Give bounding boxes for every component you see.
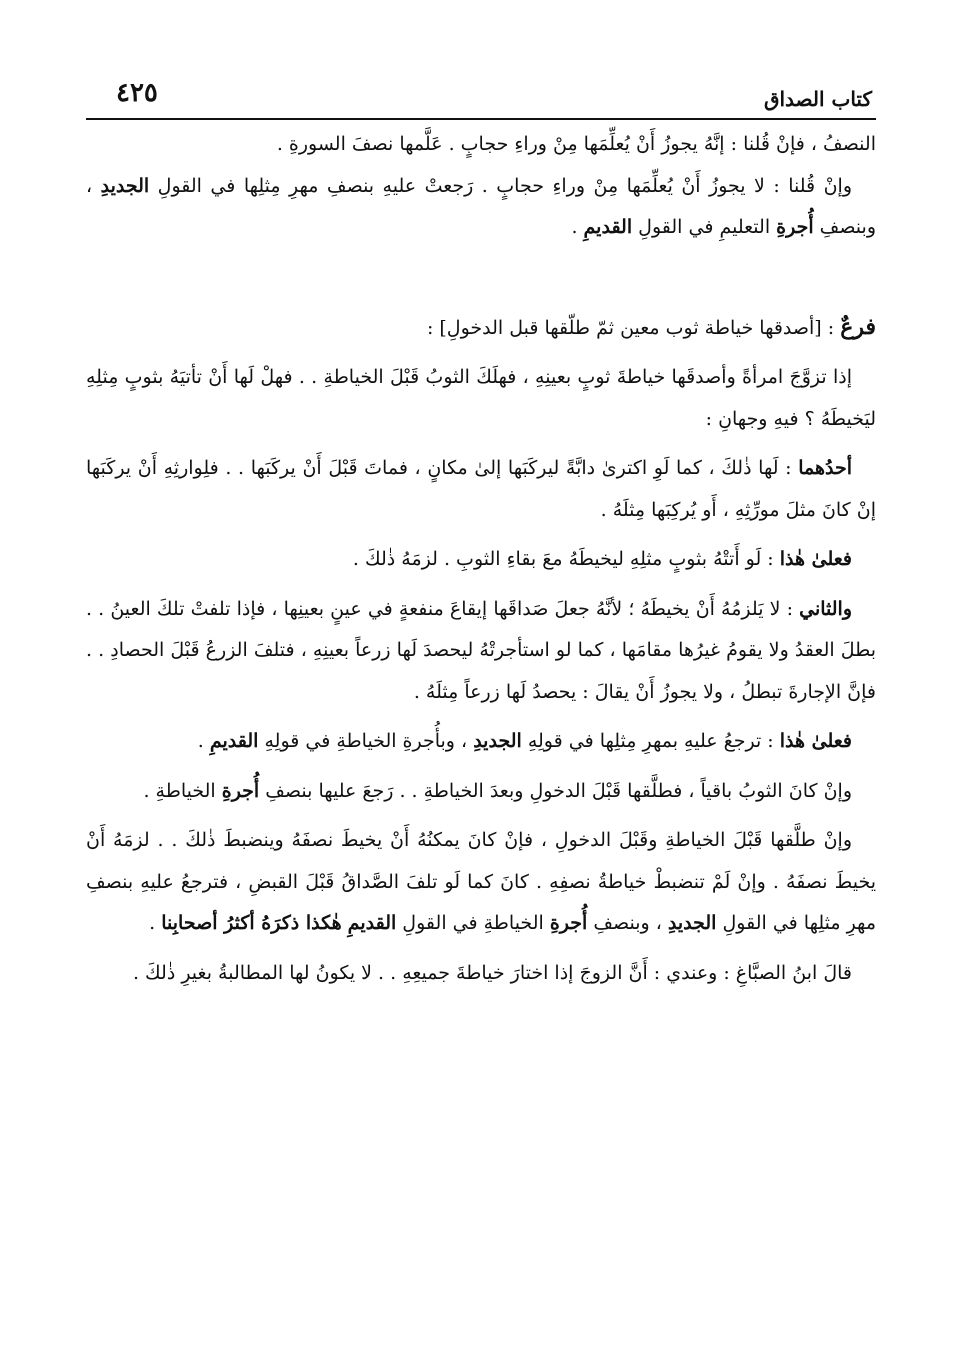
paragraph-8 (86, 771, 876, 813)
book-title: كتاب الصداق (763, 87, 872, 111)
text-span: : لا يَلزمُهُ أَنْ يخيطَهُ ؛ لأنَّهُ جعلَ صَداقَها إيقاعَ منفعةٍ في عينٍ بعينِها ، فإذا تلفتْ تلكَ العينُ . . بطلَ العقدُ ولا يقومُ غيرُها مقامَها ، كما لو استأجرتْهُ ليحصدَ لَها زرعاً بعينِهِ ، فتلفَ الزرعُ قَبْلَ الحصادِ . . فإنَّ الإجارةَ تبطلُ ، ولا يجوزُ أَنْ يقالَ : يحصدُ لَها زرعاً مِثلَهُ . (86, 597, 876, 703)
paragraph-label: فعلىٰ هٰذا (779, 730, 852, 752)
paragraph-label: فعلىٰ هٰذا (779, 548, 852, 570)
text-bold: الجديدِ (473, 730, 522, 752)
text-bold: القديمِ (347, 912, 397, 934)
text-bold: أُجرةِ (221, 779, 260, 802)
section-title: : [أصدقها خياطة ثوب معين ثمّ طلّقها قبل الدخولِ] : (426, 316, 841, 339)
text-span: الخياطةِ في القولِ (396, 912, 550, 934)
text-span: وإنْ كانَ الثوبُ باقياً ، فطلَّقها قَبْلَ الدخولِ وبعدَ الخياطةِ . . رَجعَ عليها بنصفِ (259, 779, 852, 802)
paragraph-4 (86, 448, 876, 531)
section-heading (86, 307, 876, 350)
paragraph-9 (86, 820, 876, 945)
paragraph-3: إذا تزوَّجَ امرأةً وأصدقَها خياطةَ ثوبٍ بعينِهِ ، فهلَكَ الثوبُ قَبْلَ الخياطةِ . . فهلْ لَها أَنْ تأتيَهُ بثوبٍ مِثلِهِ ليَخيطَهُ ؟ فيهِ وجهانِ : (86, 366, 876, 430)
text-bold: أُجرةِ (549, 912, 588, 934)
text-bold: القديمِ (583, 216, 633, 238)
text-span: ، وبأُجرةِ الخياطةِ في قولِهِ (258, 730, 474, 752)
text-bold: الجديدِ (100, 174, 150, 197)
text-span: وإنْ طلَّقها قَبْلَ الخياطةِ وقَبْلَ الدخولِ ، فإنْ كانَ يمكنُهُ أَنْ يخيطَ نصفَهُ وينضبطَ ذٰلكَ . . لزمَهُ أَنْ يخيطَ نصفَهُ . وإنْ لَمْ تنضبطْ خياطةُ نصفِهِ . كانَ كما لَو تلفَ الصَّداقُ قَبْلَ القبضِ ، فترجعُ عليهِ بنصفِ مهرِ مثلِها في القولِ (86, 829, 876, 934)
paragraph-6 (86, 589, 876, 714)
text-span: . (197, 730, 210, 752)
text-bold: أُجرةِ (776, 216, 814, 238)
paragraph-2 (86, 166, 876, 249)
text-span: ، وبنصفِ (587, 912, 668, 934)
page-number: ٤٢٥ (116, 78, 158, 108)
text-span: ، وبنصفِ (86, 174, 876, 238)
body-text (86, 124, 876, 994)
paragraph-label: والثاني (799, 597, 852, 620)
text-span: : لَو أَتتْهُ بثوبٍ مثلِهِ ليخيطَهُ معَ بقاءِ الثوبِ . لزمَهُ ذٰلكَ . (352, 548, 780, 570)
text-span: . (149, 912, 162, 934)
paragraph-label: أحدُهما (798, 457, 852, 479)
text-span: : ترجعُ عليهِ بمهرِ مِثلِها في قولِهِ (521, 730, 780, 752)
running-header (86, 74, 876, 118)
text-bold: هٰكذا ذكرَهُ أكثرُ أصحابِنا (161, 912, 342, 934)
text-span: التعليمِ في القولِ (632, 216, 777, 238)
paragraph-10: قالَ ابنُ الصبَّاغِ : وعندي : أَنَّ الزوجَ إذا اختارَ خياطةَ جميعِهِ . . لا يكونُ لها المطالبةُ بغيرِ ذٰلكَ . (132, 961, 852, 984)
paragraph-1: النصفُ ، فإنْ قُلنا : إنَّهُ يجوزُ أَنْ يُعلِّمَها مِنْ وراءِ حجابٍ . عَلَّمها نصفَ السورةِ . (276, 133, 876, 155)
text-bold: الجديدِ (667, 912, 717, 934)
text-span: الخياطةِ . (143, 779, 222, 802)
text-span: وإنْ قُلنا : لا يجوزُ أَنْ يُعلِّمَها مِنْ وراءِ حجابٍ . رَجعتْ عليهِ بنصفِ مهرِ مِثلِها في القولِ (149, 174, 853, 197)
section-label: فرعٌ (840, 313, 876, 340)
text-span: : لَها ذٰلكَ ، كما لَوِ اكترىٰ دابَّةً ليركَبَها إلىٰ مكانٍ ، فماتَ قَبْلَ أَنْ يركَبَها . . فلِوارثِهِ أَنْ يركَبَها إنْ كانَ مثلَ مورِّثِهِ ، أَو يُركِبَها مِثلَهُ . (86, 457, 876, 521)
header-rule (86, 118, 876, 120)
text-bold: القديمِ (209, 730, 259, 752)
paragraph-7 (86, 721, 876, 763)
paragraph-5 (86, 539, 876, 581)
text-span: . (571, 216, 584, 238)
